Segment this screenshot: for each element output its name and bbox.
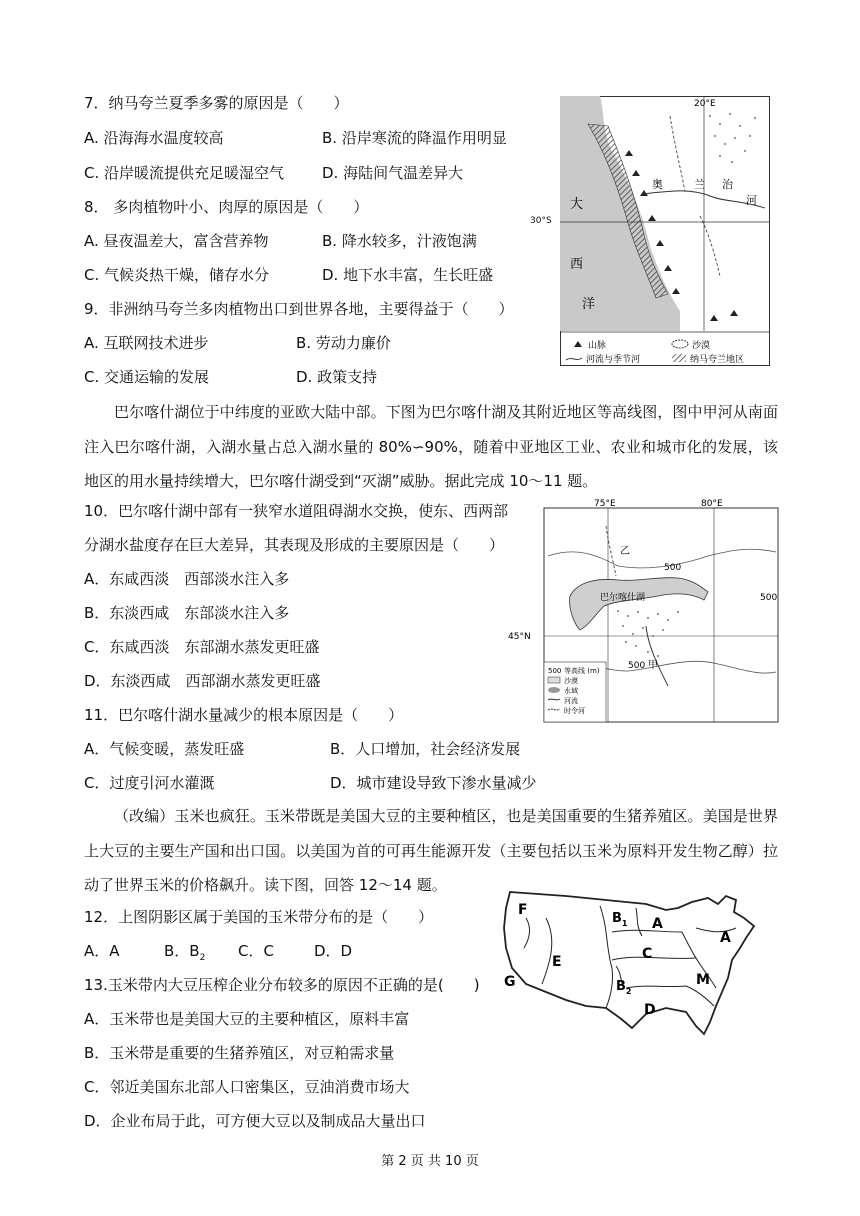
q10-option-b: B．东淡西咸 东部淡水注入多 — [84, 604, 290, 622]
river-char-3: 治 — [722, 178, 733, 191]
q8-option-d: D. 地下水丰富，生长旺盛 — [322, 266, 494, 284]
balkhash-map — [508, 496, 788, 726]
legend-water-icon — [548, 687, 560, 693]
river-char-1: 奥 — [652, 178, 663, 191]
q12-stem: 12．上图阴影区属于美国的玉米带分布的是（ ） — [84, 908, 434, 926]
ocean-char-3: 洋 — [582, 297, 596, 312]
q11-option-d: D．城市建设导致下渗水量减少 — [330, 774, 537, 792]
q12-option-b-label: B．B — [164, 942, 200, 960]
q9-stem: 9．非洲纳马夸兰多肉植物出口到世界各地，主要得益于（ ） — [84, 300, 514, 318]
q12-option-c: C．C — [238, 942, 274, 960]
q10-stem-line2: 分湖水盐度存在巨大差异，其表现及形成的主要原因是（ ） — [84, 536, 505, 554]
q7-option-b: B. 沿岸寒流的降温作用明显 — [322, 129, 507, 147]
q10-option-c: C．东咸西淡 东部湖水蒸发更旺盛 — [84, 638, 320, 656]
q12-option-a: A．A — [84, 942, 120, 960]
lon-label-80e: 80°E — [701, 499, 723, 509]
region-label-c: C — [642, 946, 653, 962]
q7-option-d: D. 海陆间气温差异大 — [322, 164, 464, 182]
q7-stem: 7．纳马夸兰夏季多雾的原因是（ ） — [84, 94, 349, 112]
region-label-b1-subscript: 1 — [621, 919, 628, 928]
contour-500-east-label: 500 — [760, 593, 778, 603]
legend-region-label: 纳马夸兰地区 — [690, 355, 745, 365]
lake-label: 巴尔喀什湖 — [600, 593, 646, 603]
legend-contour-label: 等高线 (m) — [564, 667, 600, 675]
q13-stem: 13.玉米带内大豆压榨企业分布较多的原因不正确的是( ) — [84, 976, 480, 994]
river-char-2: 兰 — [694, 178, 705, 191]
q7-option-c: C. 沿岸暖流提供充足暖湿空气 — [84, 164, 285, 182]
q11-option-a: A．气候变暖，蒸发旺盛 — [84, 740, 245, 758]
q13-option-d: D．企业布局于此，可方便大豆以及制成品大量出口 — [84, 1112, 426, 1130]
lon-label-20e: 20°E — [694, 99, 716, 109]
river-char-4: 河 — [746, 194, 757, 207]
page-footer: 第 2 页 共 10 页 — [381, 1154, 479, 1169]
ocean-char-2: 西 — [570, 257, 584, 272]
lat-label-45n: 45°N — [508, 632, 531, 642]
legend-mountain-label: 山脉 — [588, 341, 607, 351]
contour-500-label: 500 — [664, 563, 682, 573]
balkhash-passage: 巴尔喀什湖位于中纬度的亚欧大陆中部。下图为巴尔喀什湖及其附近地区等高线图，图中甲河从南面注入巴尔喀什湖，入湖水量占总入湖水量的 80%∽90%，随着中亚地区工业、农业和城市化的发展，该地区的用水量持续增大，巴尔喀什湖受到“灭湖”威胁。据此完成 10～11 题。 — [84, 403, 778, 490]
region-label-b1-letter: B — [612, 911, 622, 926]
river-yi-label: 乙 — [620, 546, 630, 557]
legend-contour-value: 500 — [548, 667, 562, 675]
q11-stem: 11．巴尔喀什湖水量减少的根本原因是（ ） — [84, 706, 404, 724]
legend-river-label: 河流 — [564, 697, 578, 705]
legend-seasonal-label: 时令河 — [564, 707, 585, 715]
contour-500-south-label: 500 — [628, 661, 646, 671]
legend-desert-icon — [548, 677, 560, 683]
region-label-e: E — [552, 954, 562, 970]
region-label-f: F — [518, 902, 528, 918]
region-label-m: M — [696, 972, 710, 988]
lat-label-30s: 30°S — [530, 216, 552, 226]
region-label-d: D — [644, 1002, 656, 1018]
legend-river-label: 河流与季节河 — [586, 355, 641, 365]
q8-option-c: C. 气候炎热干燥，储存水分 — [84, 266, 270, 284]
region-label-b2-subscript: 2 — [625, 987, 632, 996]
q9-option-c: C. 交通运输的发展 — [84, 368, 210, 386]
region-label-a-left: A — [652, 916, 663, 932]
q12-option-b — [164, 940, 205, 963]
legend-water-label: 水域 — [564, 687, 578, 695]
q9-option-a: A. 互联网技术进步 — [84, 334, 209, 352]
q8-option-b: B. 降水较多，汁液饱满 — [322, 232, 477, 250]
q11-option-c: C．过度引河水灌溉 — [84, 774, 215, 792]
legend-desert-label: 沙漠 — [692, 341, 711, 351]
q9-option-b: B. 劳动力廉价 — [296, 334, 391, 352]
us-region-map — [496, 888, 770, 1048]
region-label-b2-letter: B — [616, 979, 626, 994]
q8-stem: 8． 多肉植物叶小、肉厚的原因是（ ） — [84, 198, 369, 216]
q10-option-d: D．东淡西咸 西部湖水蒸发更旺盛 — [84, 672, 321, 690]
q13-option-b: B．玉米带是重要的生猪养殖区，对豆粕需求量 — [84, 1044, 395, 1062]
legend-region-icon — [672, 354, 686, 362]
ocean-char-1: 大 — [570, 197, 584, 212]
q12-option-d: D．D — [314, 942, 353, 960]
corn-passage: （改编）玉米也疯狂。玉米带既是美国大豆的主要种植区，也是美国重要的生猪养殖区。美国是世界上大豆的主要生产国和出口国。以美国为首的可再生能源开发（主要包括以玉米为原料开发生物乙醇）拉动了世界玉米的价格飙升。读下图，回答 12～14 题。 — [84, 807, 778, 894]
q13-option-c: C．邻近美国东北部人口密集区，豆油消费市场大 — [84, 1078, 410, 1096]
q10-option-a: A．东咸西淡 西部淡水注入多 — [84, 570, 290, 588]
q10-stem-line1: 10．巴尔喀什湖中部有一狭窄水道阻碍湖水交换，使东、西两部 — [84, 502, 509, 520]
q7-option-a: A. 沿海海水温度较高 — [84, 129, 224, 147]
us-outline — [504, 892, 754, 1034]
q9-option-d: D. 政策支持 — [296, 368, 378, 386]
legend-desert-label: 沙漠 — [564, 677, 578, 685]
q11-option-b: B．人口增加，社会经济发展 — [330, 740, 521, 758]
river-jia-label: 甲 — [648, 660, 658, 671]
q8-option-a: A. 昼夜温差大，富含营养物 — [84, 232, 269, 250]
q12-option-b-subscript: 2 — [199, 953, 206, 963]
region-label-a-right: A — [720, 930, 731, 946]
q13-option-a: A．玉米带也是美国大豆的主要种植区，原料丰富 — [84, 1010, 410, 1028]
namaqualand-map — [530, 96, 770, 366]
lon-label-75e: 75°E — [594, 499, 616, 509]
region-label-g: G — [504, 974, 516, 990]
